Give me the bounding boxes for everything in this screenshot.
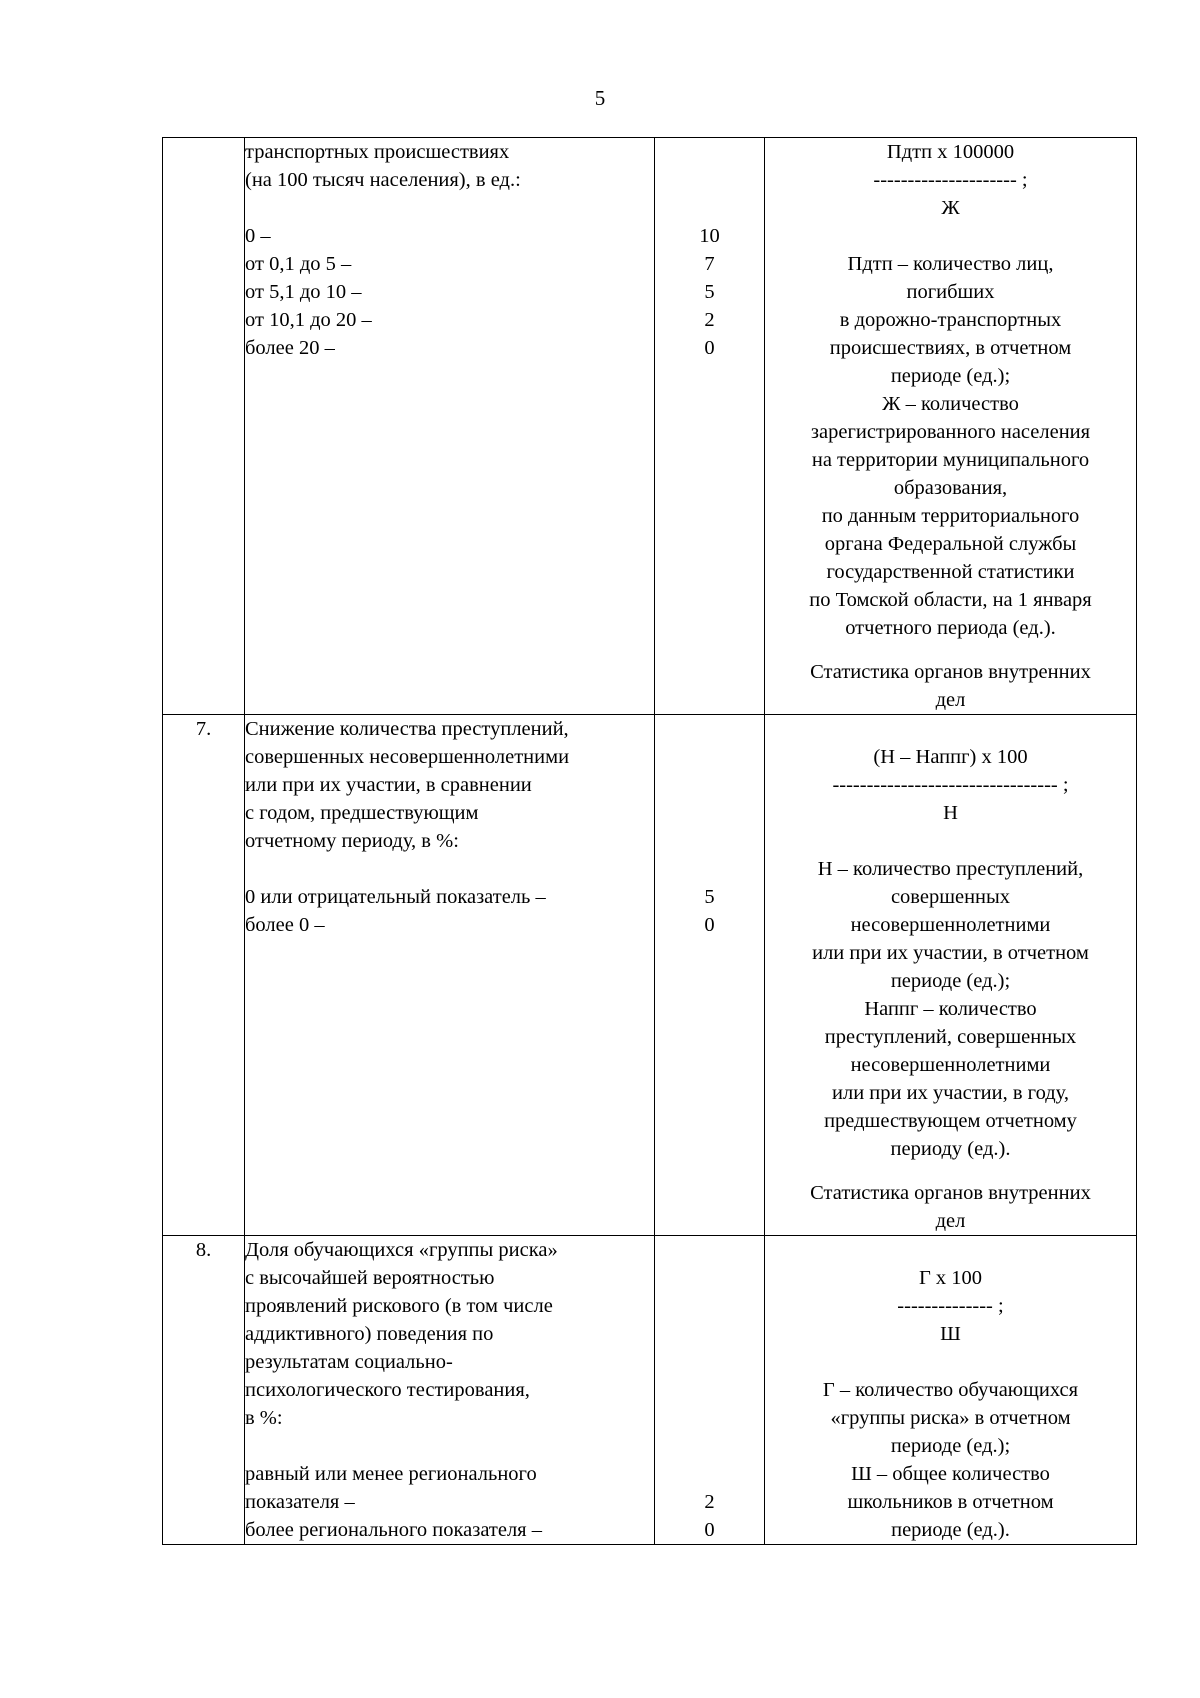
legend-line: предшествующем отчетному xyxy=(824,1110,1077,1132)
legend-line: несовершеннолетними xyxy=(850,914,1051,936)
legend-line: происшествиях, в отчетном xyxy=(829,337,1072,359)
score-cell xyxy=(655,138,765,715)
legend-line: преступлений, совершенных xyxy=(824,1026,1077,1048)
table-row xyxy=(163,1236,1137,1545)
legend-line: школьников в отчетном xyxy=(847,1491,1054,1513)
formula-numerator: (Н – Наппг) х 100 xyxy=(873,746,1028,768)
formula-divider: --------------------------------- ; xyxy=(832,774,1069,796)
formula-numerator: Г х 100 xyxy=(918,1267,983,1289)
criterion-line: в %: xyxy=(245,1407,283,1429)
legend-line: зарегистрированного населения xyxy=(810,421,1091,443)
table-row xyxy=(163,715,1137,1236)
score-value: 7 xyxy=(704,253,715,275)
legend-line: несовершеннолетними xyxy=(850,1054,1051,1076)
table-row xyxy=(163,138,1137,715)
legend-line: погибших xyxy=(906,281,995,303)
legend-line: на территории муниципального xyxy=(811,449,1090,471)
legend-line: «группы риска» в отчетном xyxy=(830,1407,1071,1429)
legend-line: Наппг – количество xyxy=(864,998,1037,1020)
formula-cell xyxy=(765,138,1137,715)
criterion-line: аддиктивного) поведения по xyxy=(245,1323,494,1345)
legend-line: Г – количество обучающихся xyxy=(822,1379,1079,1401)
criterion-line: Доля обучающихся «группы риска» xyxy=(245,1239,558,1261)
criterion-line: проявлений рискового (в том числе xyxy=(245,1295,553,1317)
formula-cell xyxy=(765,1236,1137,1545)
legend-line: периоду (ед.). xyxy=(890,1138,1011,1160)
legend-line: государственной статистики xyxy=(826,561,1075,583)
legend-line: периоде (ед.). xyxy=(891,1519,1010,1541)
criterion-line: или при их участии, в сравнении xyxy=(245,774,532,796)
criterion-line: результатам социально- xyxy=(245,1351,453,1373)
score-value: 0 xyxy=(704,1519,715,1541)
criterion-line: психологического тестирования, xyxy=(245,1379,530,1401)
legend-line: Пдтп – количество лиц, xyxy=(847,253,1054,275)
formula-numerator: Пдтп х 100000 xyxy=(886,141,1015,163)
source-line: дел xyxy=(935,689,966,711)
option-line: более регионального показателя – xyxy=(245,1519,542,1541)
row-number xyxy=(163,138,245,715)
row-number: 8. xyxy=(163,1236,245,1545)
score-value: 2 xyxy=(704,309,715,331)
legend-line: периоде (ед.); xyxy=(890,365,1011,387)
criterion-line: с высочайшей вероятностью xyxy=(245,1267,495,1289)
option-line: показателя – xyxy=(245,1491,355,1513)
option-line: от 0,1 до 5 – xyxy=(245,253,352,275)
legend-line: образования, xyxy=(893,477,1008,499)
score-value: 5 xyxy=(704,886,715,908)
formula-denominator: Н xyxy=(943,802,958,824)
legend-line: периоде (ед.); xyxy=(890,1435,1011,1457)
score-value: 0 xyxy=(704,337,715,359)
row-number: 7. xyxy=(163,715,245,1236)
page-number: 5 xyxy=(594,86,606,110)
score-value: 2 xyxy=(704,1491,715,1513)
criterion-line: с годом, предшествующим xyxy=(245,802,479,824)
formula-denominator: Ш xyxy=(940,1323,961,1345)
legend-line: отчетного периода (ед.). xyxy=(845,617,1056,639)
score-value: 10 xyxy=(699,225,720,247)
score-value: 5 xyxy=(704,281,715,303)
legend-line: или при их участии, в году, xyxy=(832,1082,1069,1104)
formula-denominator: Ж xyxy=(941,197,960,219)
option-line: от 5,1 до 10 – xyxy=(245,281,362,303)
criterion-line: (на 100 тысяч населения), в ед.: xyxy=(245,169,521,191)
legend-line: периоде (ед.); xyxy=(890,970,1011,992)
legend-line: в дорожно-транспортных xyxy=(839,309,1062,331)
option-line: 0 – xyxy=(245,225,271,247)
option-line: равный или менее регионального xyxy=(245,1463,537,1485)
source-line: дел xyxy=(935,1210,966,1232)
score-cell xyxy=(655,715,765,1236)
legend-line: Ш – общее количество xyxy=(851,1463,1050,1485)
legend-line: совершенных xyxy=(890,886,1011,908)
legend-line: по Томской области, на 1 января xyxy=(809,589,1092,611)
score-cell xyxy=(655,1236,765,1545)
legend-line: или при их участии, в отчетном xyxy=(812,942,1089,964)
criterion-line: совершенных несовершеннолетними xyxy=(245,746,570,768)
formula-cell xyxy=(765,715,1137,1236)
legend-line: Н – количество преступлений, xyxy=(817,858,1084,880)
criterion-cell xyxy=(245,715,655,1236)
legend-line: органа Федеральной службы xyxy=(824,533,1077,555)
option-line: более 0 – xyxy=(245,914,325,936)
option-line: от 10,1 до 20 – xyxy=(245,309,372,331)
option-line: 0 или отрицательный показатель – xyxy=(245,886,546,908)
criterion-line: отчетному периоду, в %: xyxy=(245,830,459,852)
source-line: Статистика органов внутренних xyxy=(810,1182,1091,1204)
criterion-cell xyxy=(245,138,655,715)
criterion-line: транспортных происшествиях xyxy=(245,141,510,163)
option-line: более 20 – xyxy=(245,337,335,359)
score-value: 0 xyxy=(704,914,715,936)
criterion-line: Снижение количества преступлений, xyxy=(245,718,569,740)
criteria-table xyxy=(162,137,1137,1545)
criterion-cell xyxy=(245,1236,655,1545)
legend-line: по данным территориального xyxy=(821,505,1080,527)
legend-line: Ж – количество xyxy=(882,393,1019,415)
formula-divider: --------------------- ; xyxy=(873,169,1028,191)
formula-divider: -------------- ; xyxy=(897,1295,1004,1317)
source-line: Статистика органов внутренних xyxy=(810,661,1091,683)
